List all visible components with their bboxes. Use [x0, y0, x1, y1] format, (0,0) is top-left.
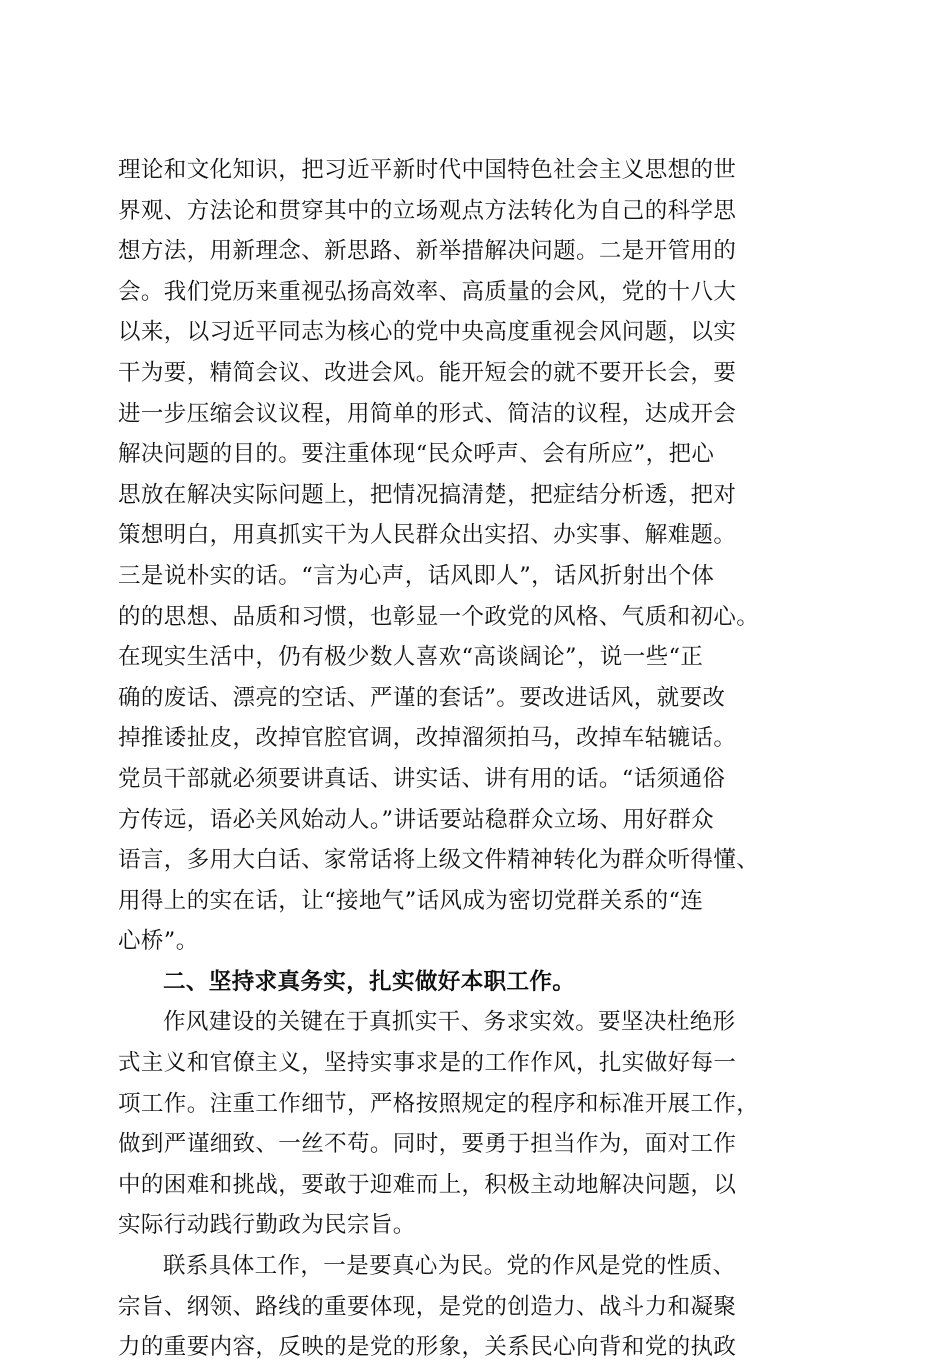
text-line: 进一步压缩会议议程，用简单的形式、简洁的议程，达成开会	[118, 400, 737, 427]
text-line: 三是说朴实的话。“言为心声，话风即人”，话风折射出个体	[118, 562, 715, 589]
text-line: 理论和文化知识，把习近平新时代中国特色社会主义思想的世	[118, 157, 737, 183]
text-line: 式主义和官僚主义，坚持实事求是的工作作风，扎实做好每一	[118, 1050, 737, 1077]
text-line: 确的废话、漂亮的空话、严谨的套话”。要改进话风，就要改	[118, 684, 726, 711]
text-line: 在现实生活中，仍有极少数人喜欢“高谈阔论”，说一些“正	[118, 644, 704, 671]
text-line: 界观、方法论和贯穿其中的立场观点方法转化为自己的科学思	[118, 197, 737, 224]
text-line: 解决问题的目的。要注重体现“民众呼声、会有所应”，把心	[118, 441, 715, 468]
text-line: 用得上的实在话，让“接地气”话风成为密切党群关系的“连	[118, 887, 704, 914]
text-line: 以来，以习近平同志为核心的党中央高度重视会风问题，以实	[118, 319, 737, 346]
text-line: 联系具体工作，一是要真心为民。党的作风是党的性质、	[163, 1253, 736, 1280]
text-line: 掉推诿扯皮，改掉官腔官调，改掉溜须拍马，改掉车轱辘话。	[118, 725, 737, 752]
text-line: 会。我们党历来重视弘扬高效率、高质量的会风，党的十八大	[118, 278, 737, 305]
text-line: 宗旨、纲领、路线的重要体现，是党的创造力、战斗力和凝聚	[118, 1293, 737, 1320]
text-line: 干为要，精简会议、改进会风。能开短会的就不要开长会，要	[118, 359, 737, 386]
text-line: 心桥”。	[118, 928, 199, 955]
section-heading: 二、坚持求真务实，扎实做好本职工作。	[163, 968, 576, 995]
text-line: 策想明白，用真抓实干为人民群众出实招、办实事、解难题。	[118, 522, 737, 549]
text-line: 党员干部就必须要讲真话、讲实话、讲有用的话。“话须通俗	[118, 765, 726, 792]
text-line: 想方法，用新理念、新思路、新举措解决问题。二是开管用的	[118, 238, 737, 265]
text-line: 实际行动践行勤政为民宗旨。	[118, 1212, 416, 1239]
text-line: 作风建设的关键在于真抓实干、务求实效。要坚决杜绝形	[163, 1009, 736, 1036]
text-line: 力的重要内容，反映的是党的形象，关系民心向背和党的执政	[118, 1334, 737, 1361]
text-line: 做到严谨细致、一丝不苟。同时，要勇于担当作为，面对工作	[118, 1131, 737, 1158]
text-line: 的的思想、品质和习惯，也彰显一个政党的风格、气质和初心。	[118, 603, 760, 630]
text-line: 项工作。注重工作细节，严格按照规定的程序和标准开展工作，	[118, 1090, 760, 1117]
text-line: 方传远，语必关风始动人。”讲话要站稳群众立场、用好群众	[118, 806, 715, 833]
document-body	[118, 150, 838, 1368]
text-line: 思放在解决实际问题上，把情况搞清楚，把症结分析透，把对	[118, 481, 737, 508]
text-line: 语言，多用大白话、家常话将上级文件精神转化为群众听得懂、	[118, 847, 760, 874]
text-line: 中的困难和挑战，要敢于迎难而上，积极主动地解决问题，以	[118, 1171, 737, 1198]
